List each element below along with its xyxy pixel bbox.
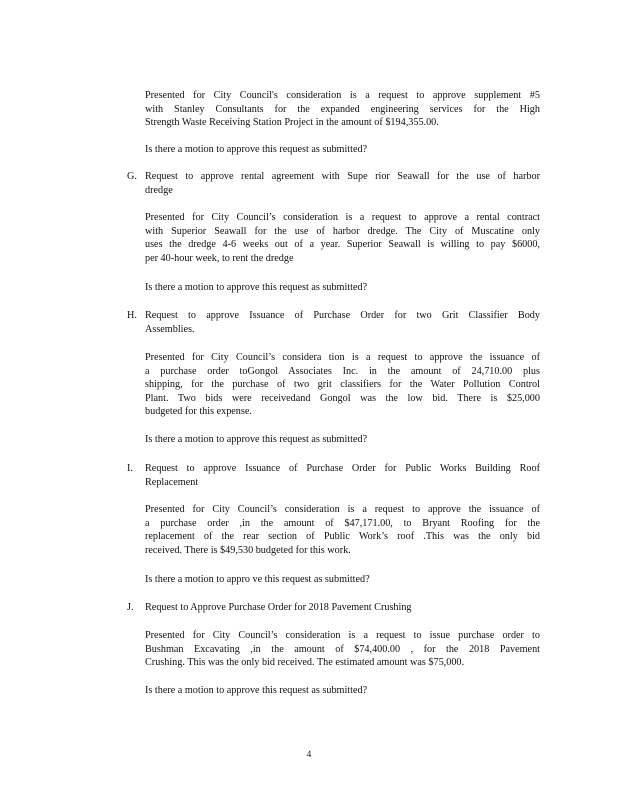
- item-h-paragraph: [145, 351, 540, 419]
- text-line: with Superior Seawall for the use of harbor dredge. The City of Muscatine only: [145, 225, 540, 237]
- text-line: Assemblies.: [145, 323, 195, 335]
- motion-question: [145, 573, 540, 587]
- item-j-paragraph: [145, 629, 540, 670]
- text-line: Presented for City Council’s consideration is a request to issue purchase order to: [145, 630, 540, 641]
- item-letter-h: H.: [127, 310, 137, 321]
- text-line: Request to approve Issuance of Purchase Order for two Grit Classifier Body: [145, 310, 540, 321]
- supplement-paragraph: [145, 89, 540, 130]
- text-line: a purchase order toGongol Associates Inc. in the amount of 24,710.00 plus: [145, 365, 540, 377]
- text-line: Plant. Two bids were receivedand Gongol was the low bid. There is $25,000: [145, 392, 540, 404]
- item-h-title: [145, 309, 540, 336]
- text-line: Presented for City Council’s consideration is a request to approve a rental contract: [145, 212, 540, 223]
- text-line: Is there a motion to approve this request as submitted?: [145, 144, 368, 155]
- text-line: with Stanley Consultants for the expanded engineering services for the High: [145, 103, 540, 115]
- text-line: replacement of the rear section of Public Work’s roof .This was the only bid: [145, 531, 540, 543]
- text-line: Bushman Excavating ,in the amount of $74,400.00 , for the 2018 Pavement: [145, 643, 540, 655]
- item-j-title: [145, 601, 540, 615]
- text-line: Is there a motion to approve this request as submitted?: [145, 282, 368, 293]
- text-line: dredge: [145, 184, 173, 196]
- motion-question: [145, 433, 540, 447]
- item-i-title: [145, 462, 540, 489]
- motion-question: [145, 684, 540, 698]
- text-line: Request to approve Issuance of Purchase Order for Public Works Building Roof: [145, 463, 540, 474]
- text-line: per 40-hour week, to rent the dredge: [145, 252, 294, 264]
- item-g-paragraph: [145, 211, 540, 265]
- item-g-title: [145, 170, 540, 197]
- text-line: Replacement: [145, 476, 199, 488]
- page-number: 4: [306, 749, 312, 759]
- text-line: Is there a motion to appro ve this request as submitted?: [145, 574, 370, 585]
- text-line: uses the dredge 4-6 weeks out of a year. Superior Seawall is willing to pay $6000,: [145, 239, 540, 251]
- motion-question: [145, 281, 540, 295]
- text-line: a purchase order ,in the amount of $47,171.00, to Bryant Roofing for the: [145, 517, 540, 529]
- motion-question: [145, 143, 540, 157]
- text-line: Request to approve rental agreement with Supe rior Seawall for the use of harbor: [145, 171, 540, 182]
- item-i-paragraph: [145, 503, 540, 557]
- text-line: received. There is $49,530 budgeted for this work.: [145, 544, 351, 556]
- text-line: Crushing. This was the only bid received. The estimated amount was $75,000.: [145, 657, 465, 669]
- text-line: Is there a motion to approve this request as submitted?: [145, 685, 368, 696]
- text-line: Presented for City Council's consideration is a request to approve supplement #5: [145, 90, 540, 101]
- text-line: budgeted for this expense.: [145, 406, 252, 418]
- item-letter-j: J.: [127, 602, 134, 613]
- item-letter-i: I.: [127, 463, 133, 474]
- text-line: Presented for City Council’s considera tion is a request to approve the issuance of: [145, 352, 540, 363]
- text-line: Request to Approve Purchase Order for 2018 Pavement Crushing: [145, 602, 412, 613]
- text-line: Presented for City Council’s consideration is a request to approve the issuance of: [145, 504, 540, 515]
- text-line: Strength Waste Receiving Station Project in the amount of $194,355.00.: [145, 117, 439, 129]
- text-line: shipping, for the purchase of two grit classifiers for the Water Pollution Control: [145, 379, 540, 391]
- text-line: Is there a motion to approve this request as submitted?: [145, 434, 368, 445]
- item-letter-g: G.: [127, 171, 137, 182]
